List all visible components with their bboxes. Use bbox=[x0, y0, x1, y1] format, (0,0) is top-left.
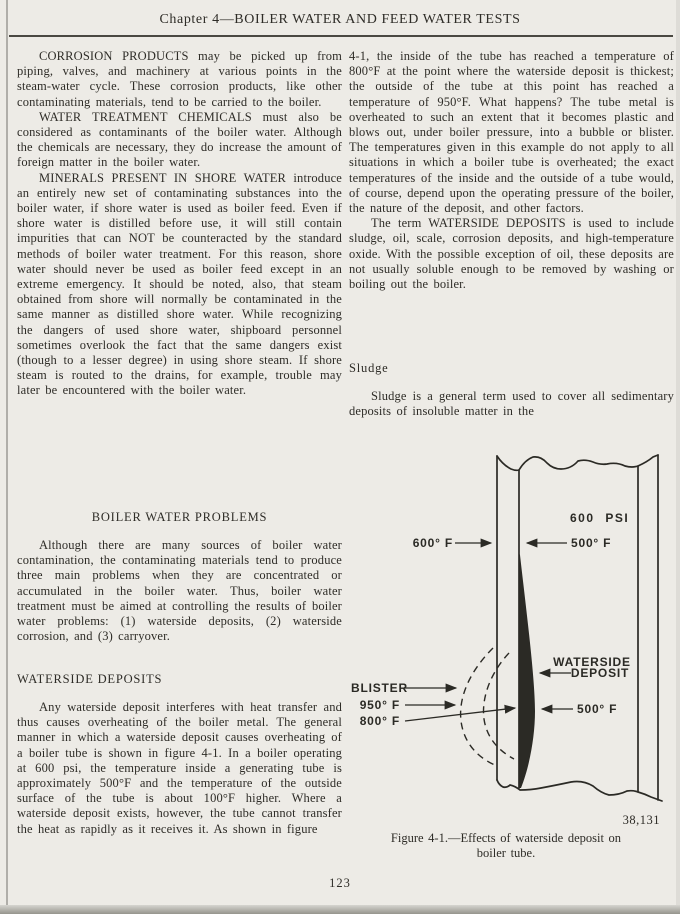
para-minerals-shore-water: MINERALS PRESENT IN SHORE WATER introduce an entirely new set of contaminating substances into the boiler water, if shore water is used as boiler feed. Even if shore water is distilled before use, it will still contain impurities that can NOT be counteracted by the standard methods of boiler water treatment. For this reason, shore water should never be used as boiler feed except in an extreme emergency. It should be noted, also, that steam obtained from shore will normally be contaminated in the same manner as distilled shore water. While recognizing the dangers of used shore water, shipboard personnel sometimes overlook the fact that the same dangers exist (though to a lesser degree) in using shore steam. If shore steam is routed to the drains, for example, trouble may later be encountered with the boiler water. bbox=[17, 170, 342, 398]
para-sludge-definition: Sludge is a general term used to cover all sedimentary deposits of insoluble matter in the bbox=[349, 389, 674, 419]
heading-waterside-deposits: WATERSIDE DEPOSITS bbox=[17, 672, 163, 686]
label-deposit: DEPOSIT bbox=[570, 666, 630, 680]
right-column-sludge bbox=[349, 389, 674, 419]
header-rule bbox=[9, 35, 673, 37]
left-column-top bbox=[17, 49, 342, 399]
label-blister: BLISTER bbox=[351, 681, 408, 695]
right-column-top bbox=[349, 49, 674, 292]
heading-boiler-water-problems: BOILER WATER PROBLEMS bbox=[91, 510, 268, 524]
label-600f-outside: 600° F bbox=[412, 536, 453, 550]
blister-inner-arc bbox=[484, 653, 514, 759]
page-number: 123 bbox=[329, 876, 351, 890]
label-500f-deposit: 500° F bbox=[577, 702, 618, 716]
left-column-deposits bbox=[17, 700, 342, 837]
chapter-header: Chapter 4—BOILER WATER AND FEED WATER TESTS bbox=[159, 12, 521, 27]
label-500f-inside: 500° F bbox=[571, 536, 612, 550]
heading-sludge: Sludge bbox=[349, 361, 389, 375]
arrow-800f bbox=[405, 708, 515, 721]
label-600-psi: 600 PSI bbox=[570, 511, 630, 525]
waterside-deposit-shape bbox=[519, 553, 535, 788]
blister-outer-arc bbox=[461, 648, 497, 766]
tube-top-break-line bbox=[497, 455, 658, 470]
label-950f: 950° F bbox=[359, 698, 400, 712]
label-800f: 800° F bbox=[359, 714, 400, 728]
figure-caption: Figure 4-1.—Effects of waterside deposit on boiler tube. bbox=[390, 831, 622, 861]
left-column-problems bbox=[17, 538, 342, 644]
scan-edge-bottom bbox=[0, 905, 680, 914]
figure-photo-number: 38,131 bbox=[622, 813, 660, 827]
para-term-waterside-deposits: The term WATERSIDE DEPOSITS is used to include sludge, oil, scale, corrosion deposits, and high-temperature oxide. With the possible exception of oil, these deposits are not usually soluble enough to be removed by washing or boiling out the boiler. bbox=[349, 216, 674, 292]
scan-edge-left bbox=[6, 0, 8, 905]
para-waterside-deposit-heat: Any waterside deposit interferes with heat transfer and thus causes overheating of the boiler metal. The general manner in which a waterside deposit causes overheating of a boiler tube is shown in figure 4-1. In a boiler operating at 600 psi, the temperature inside a generating tube is approximately 500°F and the temperature of the outside surface of the tube is about 100°F higher. Where a waterside deposit exists, however, the tube cannot transfer the heat as rapidly as it receives it. As shown in figure bbox=[17, 700, 342, 836]
para-water-treatment-chemicals: WATER TREATMENT CHEMICALS must also be considered as contaminants of the boiler water. Although the chemicals are necessary, they do increase the amount of foreign matter in the boiler water. bbox=[17, 109, 342, 170]
figure-4-1-diagram bbox=[345, 443, 680, 809]
para-figure-continuation: 4-1, the inside of the tube has reached a temperature of 800°F at the point where the waterside deposit is thickest; the outside of the tube at this point has reached a temperature of 950°F. What happens? The tube metal is overheated to such an extent that it becomes plastic and blows out, under boiler pressure, into a bubble or blister. The temperatures given in this example do not apply to all situations in which a boiler tube is overheated; the exact temperatures of the inside and the outside of a tube would, of course, depend upon the operating pressure of the boiler, the nature of the deposit, and other factors. bbox=[349, 49, 674, 216]
para-three-main-problems: Although there are many sources of boiler water contamination, the contaminating materials tend to produce three main problems when they are concentrated or accumulated in the boiler water. Thus, boiler water treatment must be aimed at controlling the results of boiler water problems: (1) waterside deposits, (2) waterside corrosion, and (3) carryover. bbox=[17, 538, 342, 644]
para-corrosion-products: CORROSION PRODUCTS may be picked up from piping, valves, and machinery at various points in the steam-water cycle. These corrosion products, like other contaminating materials, tend to be carried to the boiler. bbox=[17, 49, 342, 109]
label-waterside: WATERSIDE bbox=[553, 655, 631, 669]
